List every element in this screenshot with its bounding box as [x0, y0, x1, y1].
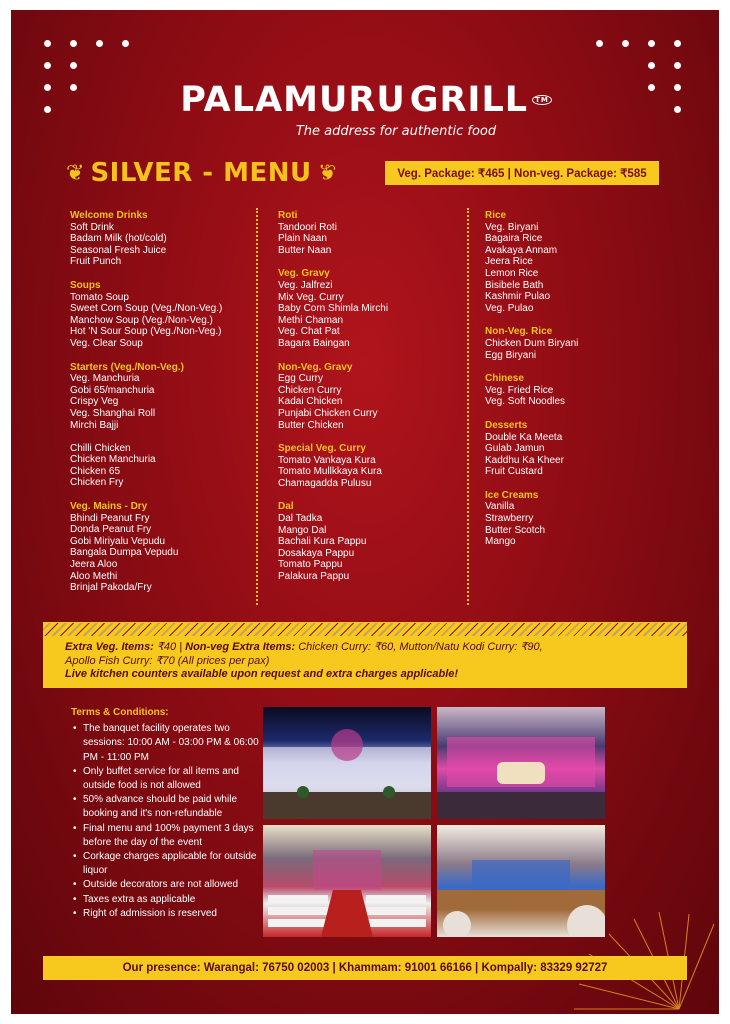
decorative-rays	[529, 884, 719, 1014]
column-divider	[467, 208, 469, 605]
menu-item: Tomato Mullkkaya Kura	[278, 466, 382, 478]
terms-list	[71, 722, 271, 921]
banquet-photo-stage-pink	[437, 707, 605, 819]
menu-item: Kashmir Pulao	[485, 291, 551, 303]
extra-nonveg-label: Non-veg Extra Items:	[185, 641, 296, 653]
menu-item: Veg. Chat Pat	[278, 326, 340, 338]
menu-item: Veg. Soft Noodles	[485, 396, 566, 408]
menu-item: Chicken Curry	[278, 384, 342, 396]
menu-item: Bagara Baingan	[278, 337, 350, 349]
menu-item: Tandoori Roti	[278, 221, 337, 233]
menu-item: Mango Dal	[278, 524, 327, 536]
terms-item: • 50% advance should be paid while booking and it's non-refundable	[71, 793, 271, 821]
menu-item: Fruit Custard	[485, 466, 543, 478]
package-price-badge: Veg. Package: ₹465 | Non-veg. Package: ₹585	[385, 161, 659, 185]
menu-item: Veg. Pulao	[485, 302, 534, 314]
menu-item: Butter Scotch	[485, 524, 546, 536]
banquet-photo-stage-white	[263, 707, 431, 819]
extra-items-banner	[43, 636, 687, 688]
menu-item: Methi Chaman	[278, 314, 344, 326]
menu-page	[11, 10, 719, 1014]
banquet-photo-hall-seating	[263, 825, 431, 937]
menu-section-title: Veg. Mains - Dry	[70, 501, 148, 513]
menu-item: Bangala Dumpa Vepudu	[70, 547, 179, 559]
decorative-pattern-band	[43, 622, 687, 636]
footer-contact-bar: Our presence: Warangal: 76750 02003 | Khammam: 91001 66166 | Kompally: 83329 92727	[43, 956, 687, 980]
menu-section-title: Soups	[70, 279, 101, 291]
menu-section-title: Special Veg. Curry	[278, 443, 366, 455]
menu-item: Veg. Manchuria	[70, 373, 140, 385]
menu-section-title: Veg. Gravy	[278, 268, 330, 280]
menu-title	[66, 158, 336, 188]
menu-item: Manchow Soup (Veg./Non-Veg.)	[70, 314, 213, 326]
menu-item: Chicken 65	[70, 465, 121, 477]
menu-item: Egg Biryani	[485, 349, 537, 361]
menu-item: Brinjal Pakoda/Fry	[70, 582, 152, 594]
brand-name-right: GRILL	[409, 80, 529, 120]
menu-item: Tomato Soup	[70, 291, 129, 303]
brand-name-left: PALAMURU	[180, 80, 406, 120]
menu-item: Chicken Fry	[70, 477, 124, 489]
menu-item: Vanilla	[485, 501, 515, 513]
menu-item: Tomato Vankaya Kura	[278, 454, 376, 466]
menu-section-title: Desserts	[485, 419, 528, 431]
terms-item: • Corkage charges applicable for outside liquor	[71, 850, 271, 878]
menu-title-text: SILVER - MENU	[90, 158, 312, 188]
menu-item: Sweet Corn Soup (Veg./Non-Veg.)	[70, 303, 223, 315]
trademark-badge: TM	[532, 95, 552, 105]
menu-item: Aloo Methi	[70, 570, 118, 582]
menu-item: Butter Naan	[278, 244, 332, 256]
extra-veg-label: Extra Veg. Items:	[65, 641, 154, 653]
menu-section-title: Roti	[278, 210, 298, 221]
menu-item: Punjabi Chicken Curry	[278, 407, 378, 419]
menu-item: Veg. Fried Rice	[485, 384, 554, 396]
menu-item: Gobi 65/manchuria	[70, 384, 155, 396]
terms-section	[71, 706, 271, 921]
extra-veg-price: ₹40 |	[153, 641, 186, 653]
menu-item: Strawberry	[485, 513, 534, 525]
menu-item: Veg. Jalfrezi	[278, 279, 333, 291]
menu-item: Bagaira Rice	[485, 233, 543, 245]
menu-spacer	[70, 431, 222, 443]
menu-section-title: Chinese	[485, 373, 524, 385]
menu-item: Bachali Kura Pappu	[278, 536, 367, 548]
menu-item: Bhindi Peanut Fry	[70, 512, 150, 524]
menu-column-2	[278, 210, 388, 583]
terms-title: Terms & Conditions:	[71, 707, 169, 718]
menu-item: Gobi Miriyalu Vepudu	[70, 535, 166, 547]
menu-item: Veg. Clear Soup	[70, 337, 143, 349]
menu-item: Double Ka Meeta	[485, 431, 563, 443]
menu-item: Jeera Aloo	[70, 559, 118, 571]
menu-item: Kadai Chicken	[278, 396, 343, 408]
menu-item: Chicken Dum Biryani	[485, 337, 579, 349]
column-divider	[256, 208, 258, 605]
menu-item: Veg. Shanghai Roll	[70, 407, 156, 419]
brand-tagline: The address for authentic food	[295, 124, 497, 139]
menu-item: Mirchi Bajji	[70, 419, 119, 431]
menu-item: Crispy Veg	[70, 396, 119, 408]
menu-item: Butter Chicken	[278, 419, 344, 431]
menu-item: Donda Peanut Fry	[70, 524, 152, 536]
menu-section-title: Welcome Drinks	[70, 210, 148, 221]
menu-item: Seasonal Fresh Juice	[70, 244, 167, 256]
menu-section-title: Non-Veg. Rice	[485, 326, 553, 338]
menu-section-title: Rice	[485, 210, 507, 221]
menu-item: Lemon Rice	[485, 267, 539, 279]
menu-item: Chilli Chicken	[70, 442, 131, 454]
terms-item: • The banquet facility operates two sessions: 10:00 AM - 03:00 PM & 06:00 PM - 11:00 PM	[71, 722, 271, 765]
menu-item: Jeera Rice	[485, 256, 533, 268]
menu-item: Avakaya Annam	[485, 244, 558, 256]
decorative-dots-right	[596, 40, 700, 113]
extra-line-2: Apollo Fish Curry: ₹70 (All prices per pax)	[65, 654, 270, 667]
menu-item: Egg Curry	[278, 373, 324, 385]
extra-line-3: Live kitchen counters available upon request and extra charges applicable!	[65, 668, 459, 680]
menu-item: Tomato Pappu	[278, 559, 343, 571]
menu-item: Hot 'N Sour Soup (Veg./Non-Veg.)	[70, 326, 222, 338]
ornament-right-icon: ❦	[317, 160, 337, 185]
menu-item: Bisibele Bath	[485, 279, 544, 291]
extra-nonveg-text: Chicken Curry: ₹60, Mutton/Natu Kodi Curry: ₹90,	[295, 641, 543, 653]
menu-item: Soft Drink	[70, 221, 114, 233]
menu-item: Dosakaya Pappu	[278, 547, 355, 559]
menu-item: Palakura Pappu	[278, 571, 350, 583]
menu-item: Gulab Jamun	[485, 443, 545, 455]
ornament-left-icon: ❦	[66, 160, 85, 185]
brand-logo	[181, 80, 551, 139]
menu-item: Baby Corn Shimla Mirchi	[278, 303, 389, 315]
menu-item: Chicken Manchuria	[70, 454, 156, 466]
menu-item: Plain Naan	[278, 233, 327, 245]
terms-item: • Taxes extra as applicable	[71, 893, 271, 907]
menu-item: Kaddhu Ka Kheer	[485, 454, 564, 466]
menu-item: Mango	[485, 536, 516, 548]
menu-item: Mix Veg. Curry	[278, 291, 344, 303]
terms-item: • Right of admission is reserved	[71, 907, 271, 921]
menu-section-title: Ice Creams	[485, 489, 539, 501]
menu-column-1	[70, 210, 222, 594]
menu-item: Badam Milk (hot/cold)	[70, 233, 167, 245]
menu-item: Dal Tadka	[278, 513, 323, 525]
terms-item: • Final menu and 100% payment 3 days before the day of the event	[71, 822, 271, 850]
menu-item: Fruit Punch	[70, 256, 122, 268]
menu-section-title: Non-Veg. Gravy	[278, 361, 353, 373]
terms-item: • Only buffet service for all items and outside food is not allowed	[71, 765, 271, 793]
terms-item: • Outside decorators are not allowed	[71, 878, 271, 892]
menu-section-title: Starters (Veg./Non-Veg.)	[70, 361, 184, 373]
menu-section-title: Dal	[278, 501, 294, 513]
menu-item: Veg. Biryani	[485, 221, 539, 233]
decorative-dots-left	[44, 40, 148, 113]
menu-column-3	[485, 210, 578, 548]
menu-item: Chamagadda Pulusu	[278, 477, 372, 489]
